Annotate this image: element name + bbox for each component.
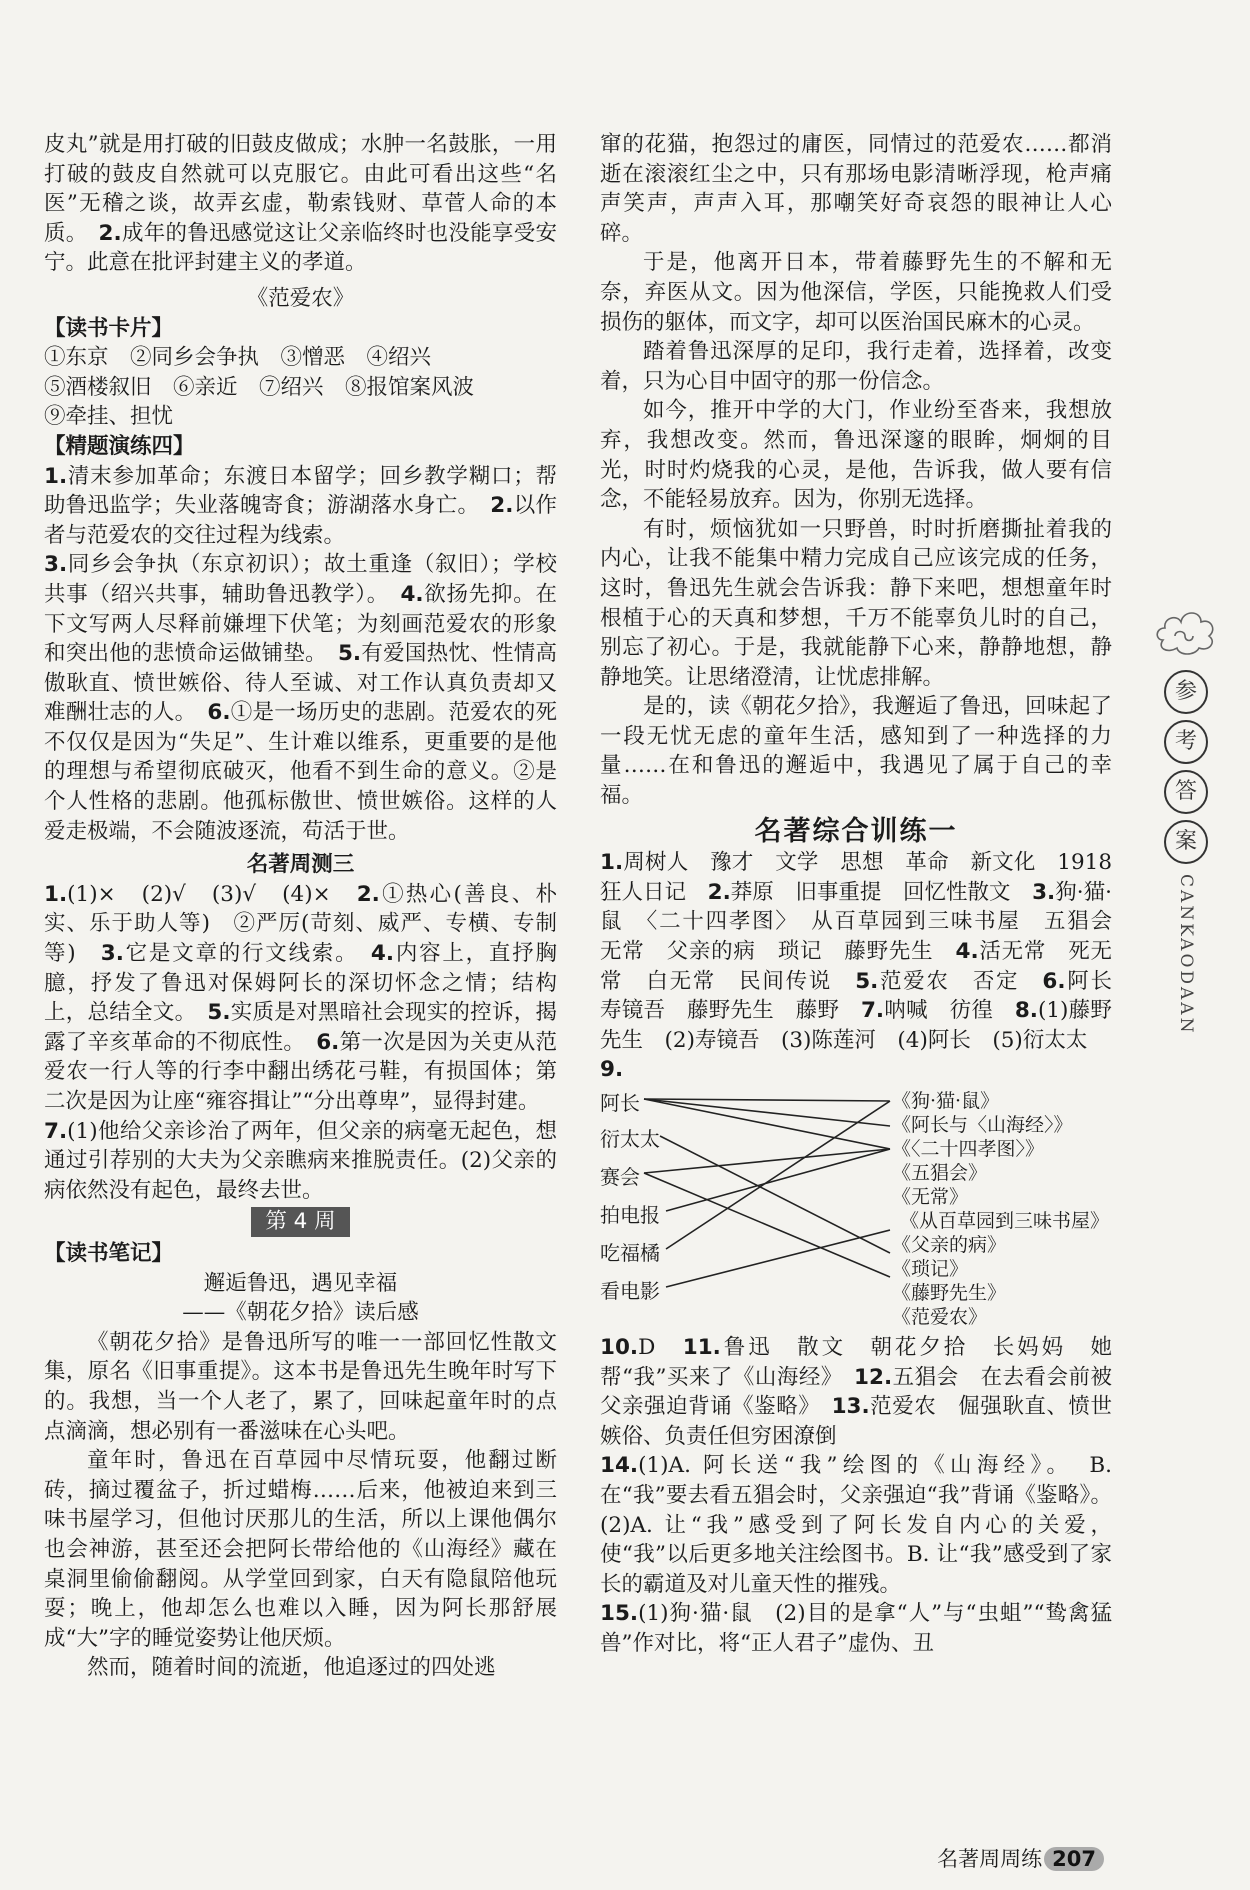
match-right-item: 《〈二十四孝图〉》 (892, 1138, 1045, 1160)
match-right-item: 《从百草园到三味书屋》 (900, 1210, 1110, 1232)
right-column (600, 130, 1134, 1659)
match-right-item: 《无常》 (892, 1186, 969, 1208)
card-heading: 【读书卡片】 (44, 315, 174, 341)
pinyin-label: CANKAODAAN (1176, 874, 1196, 1036)
drill-heading: 【精题演练四】 (44, 433, 195, 459)
seal-char: 考 (1164, 720, 1208, 764)
training-answers: 1.周树人 豫才 文学 思想 革命 新文化 1918 狂人日记 2.莽原 旧事重提 回忆性散文 3.狗·猫·鼠 〈二十四孝图〉 从百草园到三味书屋 五猖会 无常 父亲的病 琐记 藤野先生 4.活无常 死无常 白无常 民间传说 5.范爱农 否定 6.阿长 寿镜吾 藤野先生 藤野 7.呐喊 彷徨 8.(1)藤野先生 (2)寿镜吾 (3)陈莲河 (4)阿长 (5)衍太太 (600, 850, 1134, 1053)
test-answers: 7.(1)他给父亲诊治了两年，但父亲的病毫无起色，想通过引荐别的大夫为父亲瞧病来推脱责任。(2)父亲的病依然没有起色，最终去世。 (44, 1118, 557, 1203)
test-title: 名著周测三 (246, 852, 355, 878)
week-label: 第 4 周 (251, 1207, 349, 1237)
seal-char: 参 (1164, 670, 1208, 714)
page-footer (937, 1843, 1104, 1873)
essay-title: 邂逅鲁迅，遇见幸福 (203, 1270, 398, 1296)
page-number: 207 (1044, 1847, 1104, 1871)
cloud-ornament-icon (1153, 600, 1219, 660)
essay-paragraph: 于是，他离开日本，带着藤野先生的不解和无奈，弃医从文。因为他深信，学医，只能挽救人们受损伤的躯体，而文字，却可以医治国民麻木的心灵。 (600, 250, 1112, 335)
side-decoration (1150, 600, 1222, 1035)
essay-paragraph: 窜的花猫，抱怨过的庸医，同情过的范爱农……都消逝在滚滚红尘之中，只有那场电影清晰浮现，枪声痛声笑声，声声入耳，那嘲笑好奇哀怨的眼神让人心碎。 (600, 132, 1112, 246)
match-line (644, 1099, 890, 1101)
notes-heading: 【读书笔记】 (44, 1240, 174, 1266)
seal-char: 答 (1164, 770, 1208, 814)
match-left-item: 拍电报 (600, 1203, 660, 1227)
match-line (644, 1099, 890, 1126)
book-name: 名著周周练 (937, 1847, 1043, 1871)
match-left-item: 阿长 (600, 1091, 640, 1115)
test-answers: 1.(1)× (2)√ (3)√ (4)× 2.①热心(善良、朴实、乐于助人等) ②严厉(苛刻、威严、专横、专制等) 3.它是文章的行文线索。 4.内容上，直抒胸臆，抒发了鲁迅对保姆阿长的深切怀念之情；结构上，总结全文。 5.实质是对黑暗社会现实的控诉，揭露了辛亥革命的不彻底性。 6.第一次是因为关吏从范爱农一行人等的行李中翻出绣花弓鞋，有损国体；第二次是因为让座“雍容揖让”“分出尊卑”，显得封建。 (44, 881, 557, 1114)
match-right-item: 《父亲的病》 (892, 1234, 1007, 1256)
match-line (666, 1101, 890, 1249)
essay-paragraph: 《朝花夕拾》是鲁迅所写的唯一一部回忆性散文集，原名《旧事重提》。这本书是鲁迅先生晚年时写下的。我想，当一个人老了，累了，回味起童年时的点点滴滴，想必别有一番滋味在心头吧。 (44, 1329, 557, 1444)
match-right-item: 《琐记》 (892, 1258, 969, 1280)
match-line (666, 1149, 890, 1211)
matching-diagram (600, 1089, 1112, 1328)
essay-paragraph: 如今，推开中学的大门，作业纷至沓来，我想放弃，我想改变。然而，鲁迅深邃的眼眸，炯炯的目光，时时灼烧我的心灵，是他，告诉我，做人要有信念，不能轻易放弃。因为，你别无选择。 (600, 398, 1112, 513)
match-right-item: 《狗·猫·鼠》 (892, 1090, 1000, 1112)
training-answers: 10.D 11.鲁迅 散文 朝花夕拾 长妈妈 她帮“我”买来了《山海经》 12.五猖会 在去看会前被父亲强迫背诵《鉴略》 13.范爱农 倔强耿直、愤世嫉俗、负责任但穷困潦倒 (600, 1335, 1112, 1449)
match-left-item: 吃福橘 (600, 1241, 660, 1265)
essay-paragraph: 有时，烦恼犹如一只野兽，时时折磨撕扯着我的内心，让我不能集中精力完成自己应该完成的任务，这时，鲁迅先生就会告诉我：静下来吧，想想童年时根植于心的天真和梦想，千万不能辜负儿时的自己，别忘了初心。于是，我就能静下心来，静静地想，静静地笑。让思绪澄清，让忧虑排解。 (600, 516, 1112, 690)
match-right-item: 《藤野先生》 (892, 1282, 1007, 1304)
question-9-number: 9. (600, 1057, 624, 1083)
section-title: 《范爱农》 (246, 285, 355, 311)
card-line: ⑨牵挂、担忧 (44, 404, 174, 430)
training-answers: 15.(1)狗·猫·鼠 (2)目的是拿“人”与“虫蛆”“鸷禽猛兽”作对比，将“正人君子”虚伪、丑 (600, 1601, 1112, 1656)
left-column (44, 130, 557, 1683)
drill-answers: 3.同乡会争执（东京初识）；故土重逢（叙旧）；学校共事（绍兴共事，辅助鲁迅教学）。 4.欲扬先抑。在下文写两人尽释前嫌埋下伏笔；为刻画范爱农的形象和突出他的悲愤命运做铺垫。 5.有爱国热忱、性情高傲耿直、愤世嫉俗、待人至诚、对工作认真负责却又难酬壮志的人。 6.①是一场历史的悲剧。范爱农的死不仅仅是因为“失足”、生计难以维系，更重要的是他的理想与希望彻底破灭，他看不到生命的意义。②是个人性格的悲剧。他孤标傲世、愤世嫉俗。这样的人爱走极端，不会随波逐流，苟活于世。 (44, 552, 557, 844)
training-answers: 14.(1)A. 阿长送“我”绘图的《山海经》。 B. 在“我”要去看五猖会时，父亲强迫“我”背诵《鉴略》。(2)A. 让“我”感受到了阿长发自内心的关爱，使“我”以后更多地关注绘图书。B. 让“我”感受到了家长的霸道及对儿童天性的摧残。 (600, 1453, 1112, 1597)
training-title: 名著综合训练一 (754, 815, 958, 847)
essay-paragraph: 童年时，鲁迅在百草园中尽情玩耍，他翻过断砖，摘过覆盆子，折过蜡梅……后来，他被迫来到三味书屋学习，但他讨厌那儿的生活，所以上课他偶尔也会神游，甚至还会把阿长带给他的《山海经》藏在桌洞里偷偷翻阅。从学堂回到家，白天有隐鼠陪他玩耍；晚上，他却怎么也难以入睡，因为阿长那舒展成“大”字的睡觉姿势让他厌烦。 (44, 1448, 557, 1651)
match-line (644, 1099, 890, 1149)
match-right-item: 《五猖会》 (892, 1162, 988, 1184)
match-left-item: 看电影 (600, 1279, 660, 1303)
seal-char: 案 (1164, 820, 1208, 864)
match-right-item: 《范爱农》 (892, 1306, 988, 1328)
card-line: ①东京 ②同乡会争执 ③憎恶 ④绍兴 (44, 345, 432, 371)
essay-paragraph: 然而，随着时间的流逝，他追逐过的四处逃 (87, 1655, 496, 1681)
essay-paragraph: 是的，读《朝花夕拾》，我邂逅了鲁迅，回味起了一段无忧无虑的童年生活，感知到了一种选择的力量……在和鲁迅的邂逅中，我遇见了属于自己的幸福。 (600, 694, 1112, 809)
week-banner (44, 1207, 557, 1237)
card-line: ⑤酒楼叙旧 ⑥亲近 ⑦绍兴 ⑧报馆案风波 (44, 374, 475, 400)
essay-paragraph: 踏着鲁迅深厚的足印，我行走着，选择着，改变着，只为心目中固守的那一份信念。 (600, 339, 1112, 394)
match-left-item: 衍太太 (600, 1127, 660, 1151)
match-line (666, 1230, 890, 1287)
match-left-item: 赛会 (600, 1165, 640, 1189)
match-line (644, 1149, 890, 1173)
essay-subtitle: ——《朝花夕拾》读后感 (182, 1300, 419, 1326)
drill-answers: 1.清末参加革命；东渡日本留学；回乡教学糊口；帮助鲁迅监学；失业落魄寄食；游湖落水身亡。 2.以作者与范爱农的交往过程为线索。 (44, 463, 557, 548)
answer-paragraph: 皮丸”就是用打破的旧鼓皮做成；水肿一名鼓胀，一用打破的鼓皮自然就可以克服它。由此可看出这些“名医”无稽之谈，故弄玄虚，勒索钱财、草菅人命的本质。 2.成年的鲁迅感觉这让父亲临终时也没能享受安宁。此意在批评封建主义的孝道。 (44, 132, 557, 276)
match-right-item: 《阿长与〈山海经〉》 (892, 1114, 1073, 1136)
